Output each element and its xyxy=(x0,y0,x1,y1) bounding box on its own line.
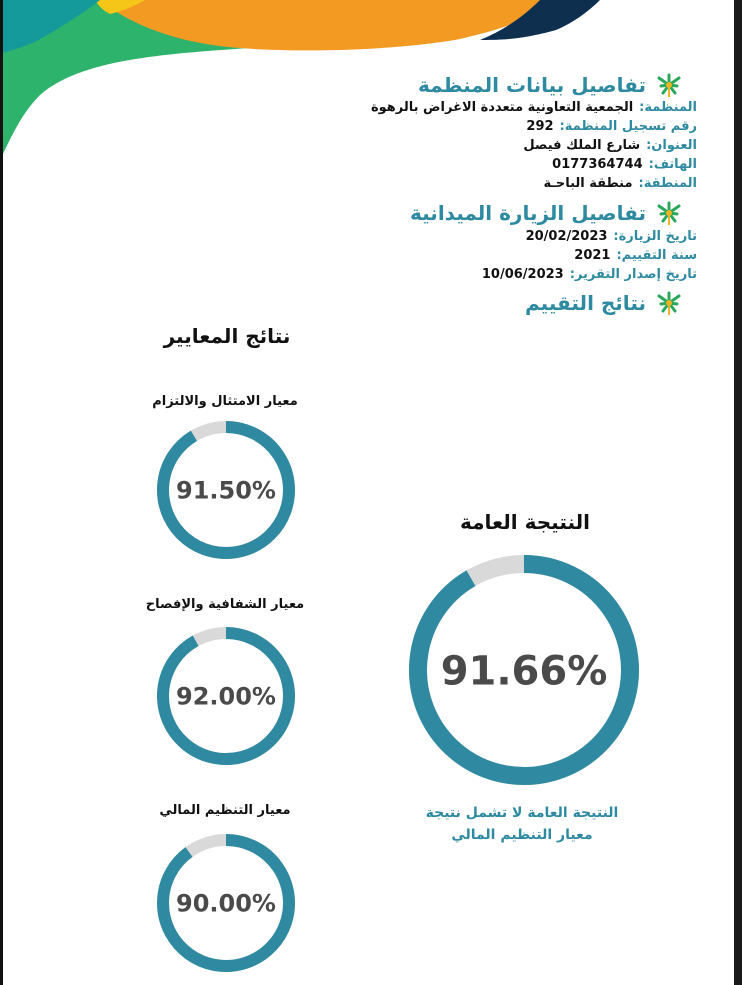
gauge-percentage-label: 91.50% xyxy=(176,476,276,505)
criterion-label-financial: معيار التنظيم المالي xyxy=(159,803,291,818)
org-section-title: تفاصيل بيانات المنظمة xyxy=(418,73,646,97)
gauge-percentage-label: 91.66% xyxy=(440,648,608,695)
gauge-percentage-label: 92.00% xyxy=(176,682,276,711)
region-value: منطقة الباحـة xyxy=(543,176,633,191)
phone-value: 0177364744 xyxy=(552,157,643,172)
org-name-label: المنظمة: xyxy=(639,100,697,115)
overall-result-note xyxy=(412,802,632,846)
criterion-label-transparency: معيار الشفافية والإفصاح xyxy=(145,597,305,612)
address-label: العنوان: xyxy=(646,138,697,153)
report-date-label: تاريخ إصدار التقرير: xyxy=(569,267,697,282)
org-name-value: الجمعية التعاونية متعددة الاغراض بالرهوة xyxy=(370,100,634,115)
address-value: شارع الملك فيصل xyxy=(523,138,641,153)
report-date-value: 10/06/2023 xyxy=(481,267,564,282)
criteria-heading: نتائج المعايير xyxy=(163,324,291,348)
gauge-percentage-label: 90.00% xyxy=(176,889,276,918)
results-section-title: نتائج التقييم xyxy=(524,291,646,315)
region-label: المنطقة: xyxy=(638,176,697,191)
evaluation-year-label: سنة التقييم: xyxy=(616,248,697,263)
visit-date-value: 20/02/2023 xyxy=(525,229,608,244)
overall-result-title: النتيجة العامة xyxy=(459,510,591,534)
visit-section-title: تفاصيل الزيارة الميدانية xyxy=(410,201,646,225)
evaluation-year-value: 2021 xyxy=(574,248,611,263)
criterion-label-compliance: معيار الامتثال والالتزام xyxy=(152,394,298,409)
note-line-1: النتيجة العامة لا تشمل نتيجة xyxy=(425,805,619,821)
registration-number-label: رقم تسجيل المنظمة: xyxy=(559,119,697,134)
visit-date-label: تاريخ الزيارة: xyxy=(613,229,697,244)
registration-number-value: 292 xyxy=(526,119,554,134)
phone-label: الهاتف: xyxy=(648,157,697,172)
note-line-2: معيار التنظيم المالي xyxy=(451,827,593,843)
